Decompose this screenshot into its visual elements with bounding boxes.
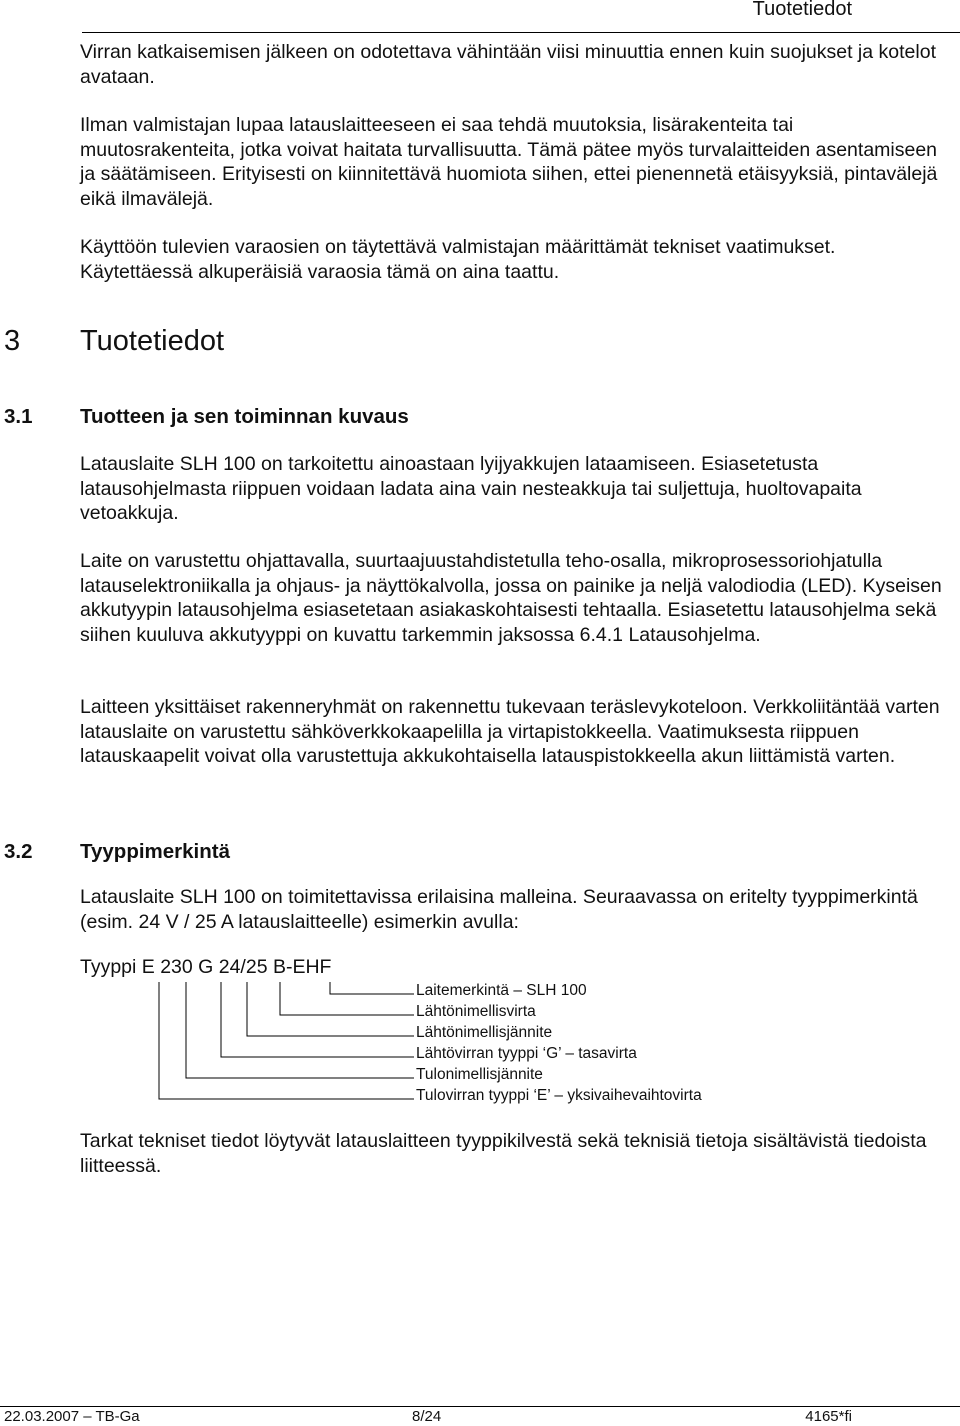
- intro-paragraph-3: Käyttöön tulevien varaosien on täytettävä valmistajan määrittämät tekniset vaatimukset. Käytettäessä alkuperäisiä varaosia tämä on aina taattu.: [80, 236, 836, 283]
- intro-paragraph-2: Ilman valmistajan lupaa latauslaitteeseen ei saa tehdä muutoksia, lisärakenteita tai muutosrakenteita, jotka voivat haitata turvallisuutta. Tämä pätee myös turvalaitteiden asentamiseen ja säätämiseen. Erityisesti on kiinnitettävä huomiota siihen, ettei pienennetä etäisyyksiä, pintavälejä eikä ilmavälejä.: [80, 114, 938, 210]
- leader-line-output-current-type: [221, 982, 414, 1057]
- chapter-number: 3: [4, 325, 21, 357]
- legend-device-code: Laitemerkintä – SLH 100: [416, 982, 587, 999]
- legend-output-current-type: Lähtövirran tyyppi ‘G’ – tasavirta: [416, 1045, 637, 1062]
- section-3-2-title: Tyyppimerkintä: [80, 840, 230, 863]
- footer-document-id: 4165*fi: [805, 1408, 852, 1425]
- leader-line-device-code: [330, 982, 414, 994]
- legend-output-current: Lähtönimellisvirta: [416, 1003, 536, 1020]
- leader-line-input-current-type: [159, 982, 414, 1099]
- section-3-1-number: 3.1: [4, 405, 33, 428]
- footer-date-author: 22.03.2007 – TB-Ga: [4, 1408, 140, 1425]
- section-3-1-paragraph-3: Laitteen yksittäiset rakenneryhmät on rakennettu tukevaan teräslevykoteloon. Verkkoliitäntää varten latauslaite on varustettu sähköverkkokaapelilla ja virtapistokkeella. Vaatimuksesta riippuen latauskaapelit voivat olla varustettuja akkukohtaisella latauspistokkeella akun liittämistä varten.: [80, 696, 940, 767]
- leader-line-output-current: [280, 982, 414, 1015]
- section-3-2-paragraph-2: Tarkat tekniset tiedot löytyvät latauslaitteen tyyppikilvestä sekä teknisiä tietoja sisältävistä tiedoista liitteessä.: [80, 1130, 927, 1177]
- section-3-2-paragraph-1: Latauslaite SLH 100 on toimitettavissa erilaisina malleina. Seuraavassa on eritelty tyyppimerkintä (esim. 24 V / 25 A latauslaitteelle) esimerkin avulla:: [80, 886, 918, 933]
- type-code-example: Tyyppi E 230 G 24/25 B-EHF: [80, 956, 332, 978]
- section-3-2-number: 3.2: [4, 840, 33, 863]
- intro-paragraph-1: Virran katkaisemisen jälkeen on odotettava vähintään viisi minuuttia ennen kuin suojukset ja kotelot avataan.: [80, 41, 936, 88]
- footer-rule: [0, 1406, 960, 1407]
- section-3-1-paragraph-2: Laite on varustettu ohjattavalla, suurtaajuustahdistetulla teho-osalla, mikroprosessoriohjatulla latauselektroniikalla ja ohjaus- ja näyttökalvolla, jossa on painike ja neljä valodiodia (LED). Kyseisen akkutyypin latausohjelma esiasetetaan asiakaskohtaisesti tehtaalla. Esiasetettu latausohjelma sekä siihen kuuluva akkutyyppi on kuvattu tarkemmin jaksossa 6.4.1 Latausohjelma.: [80, 550, 942, 646]
- chapter-title: Tuotetiedot: [80, 325, 225, 357]
- legend-input-current-type: Tulovirran tyyppi ‘E’ – yksivaihevaihtovirta: [416, 1087, 702, 1104]
- legend-output-voltage: Lähtönimellisjännite: [416, 1024, 553, 1041]
- section-3-1-paragraph-1: Latauslaite SLH 100 on tarkoitettu ainoastaan lyijyakkujen lataamiseen. Esiasetetusta latausohjelmasta riippuen voidaan ladata aina vain nesteakkuja tai suljettuja, huoltovapaita vetoakkuja.: [80, 453, 862, 524]
- section-3-1-title: Tuotteen ja sen toiminnan kuvaus: [80, 405, 409, 428]
- leader-line-input-voltage: [186, 982, 414, 1078]
- footer-page-number: 8/24: [412, 1408, 442, 1425]
- running-header-title: Tuotetiedot: [752, 0, 852, 20]
- legend-input-voltage: Tulonimellisjännite: [416, 1066, 543, 1083]
